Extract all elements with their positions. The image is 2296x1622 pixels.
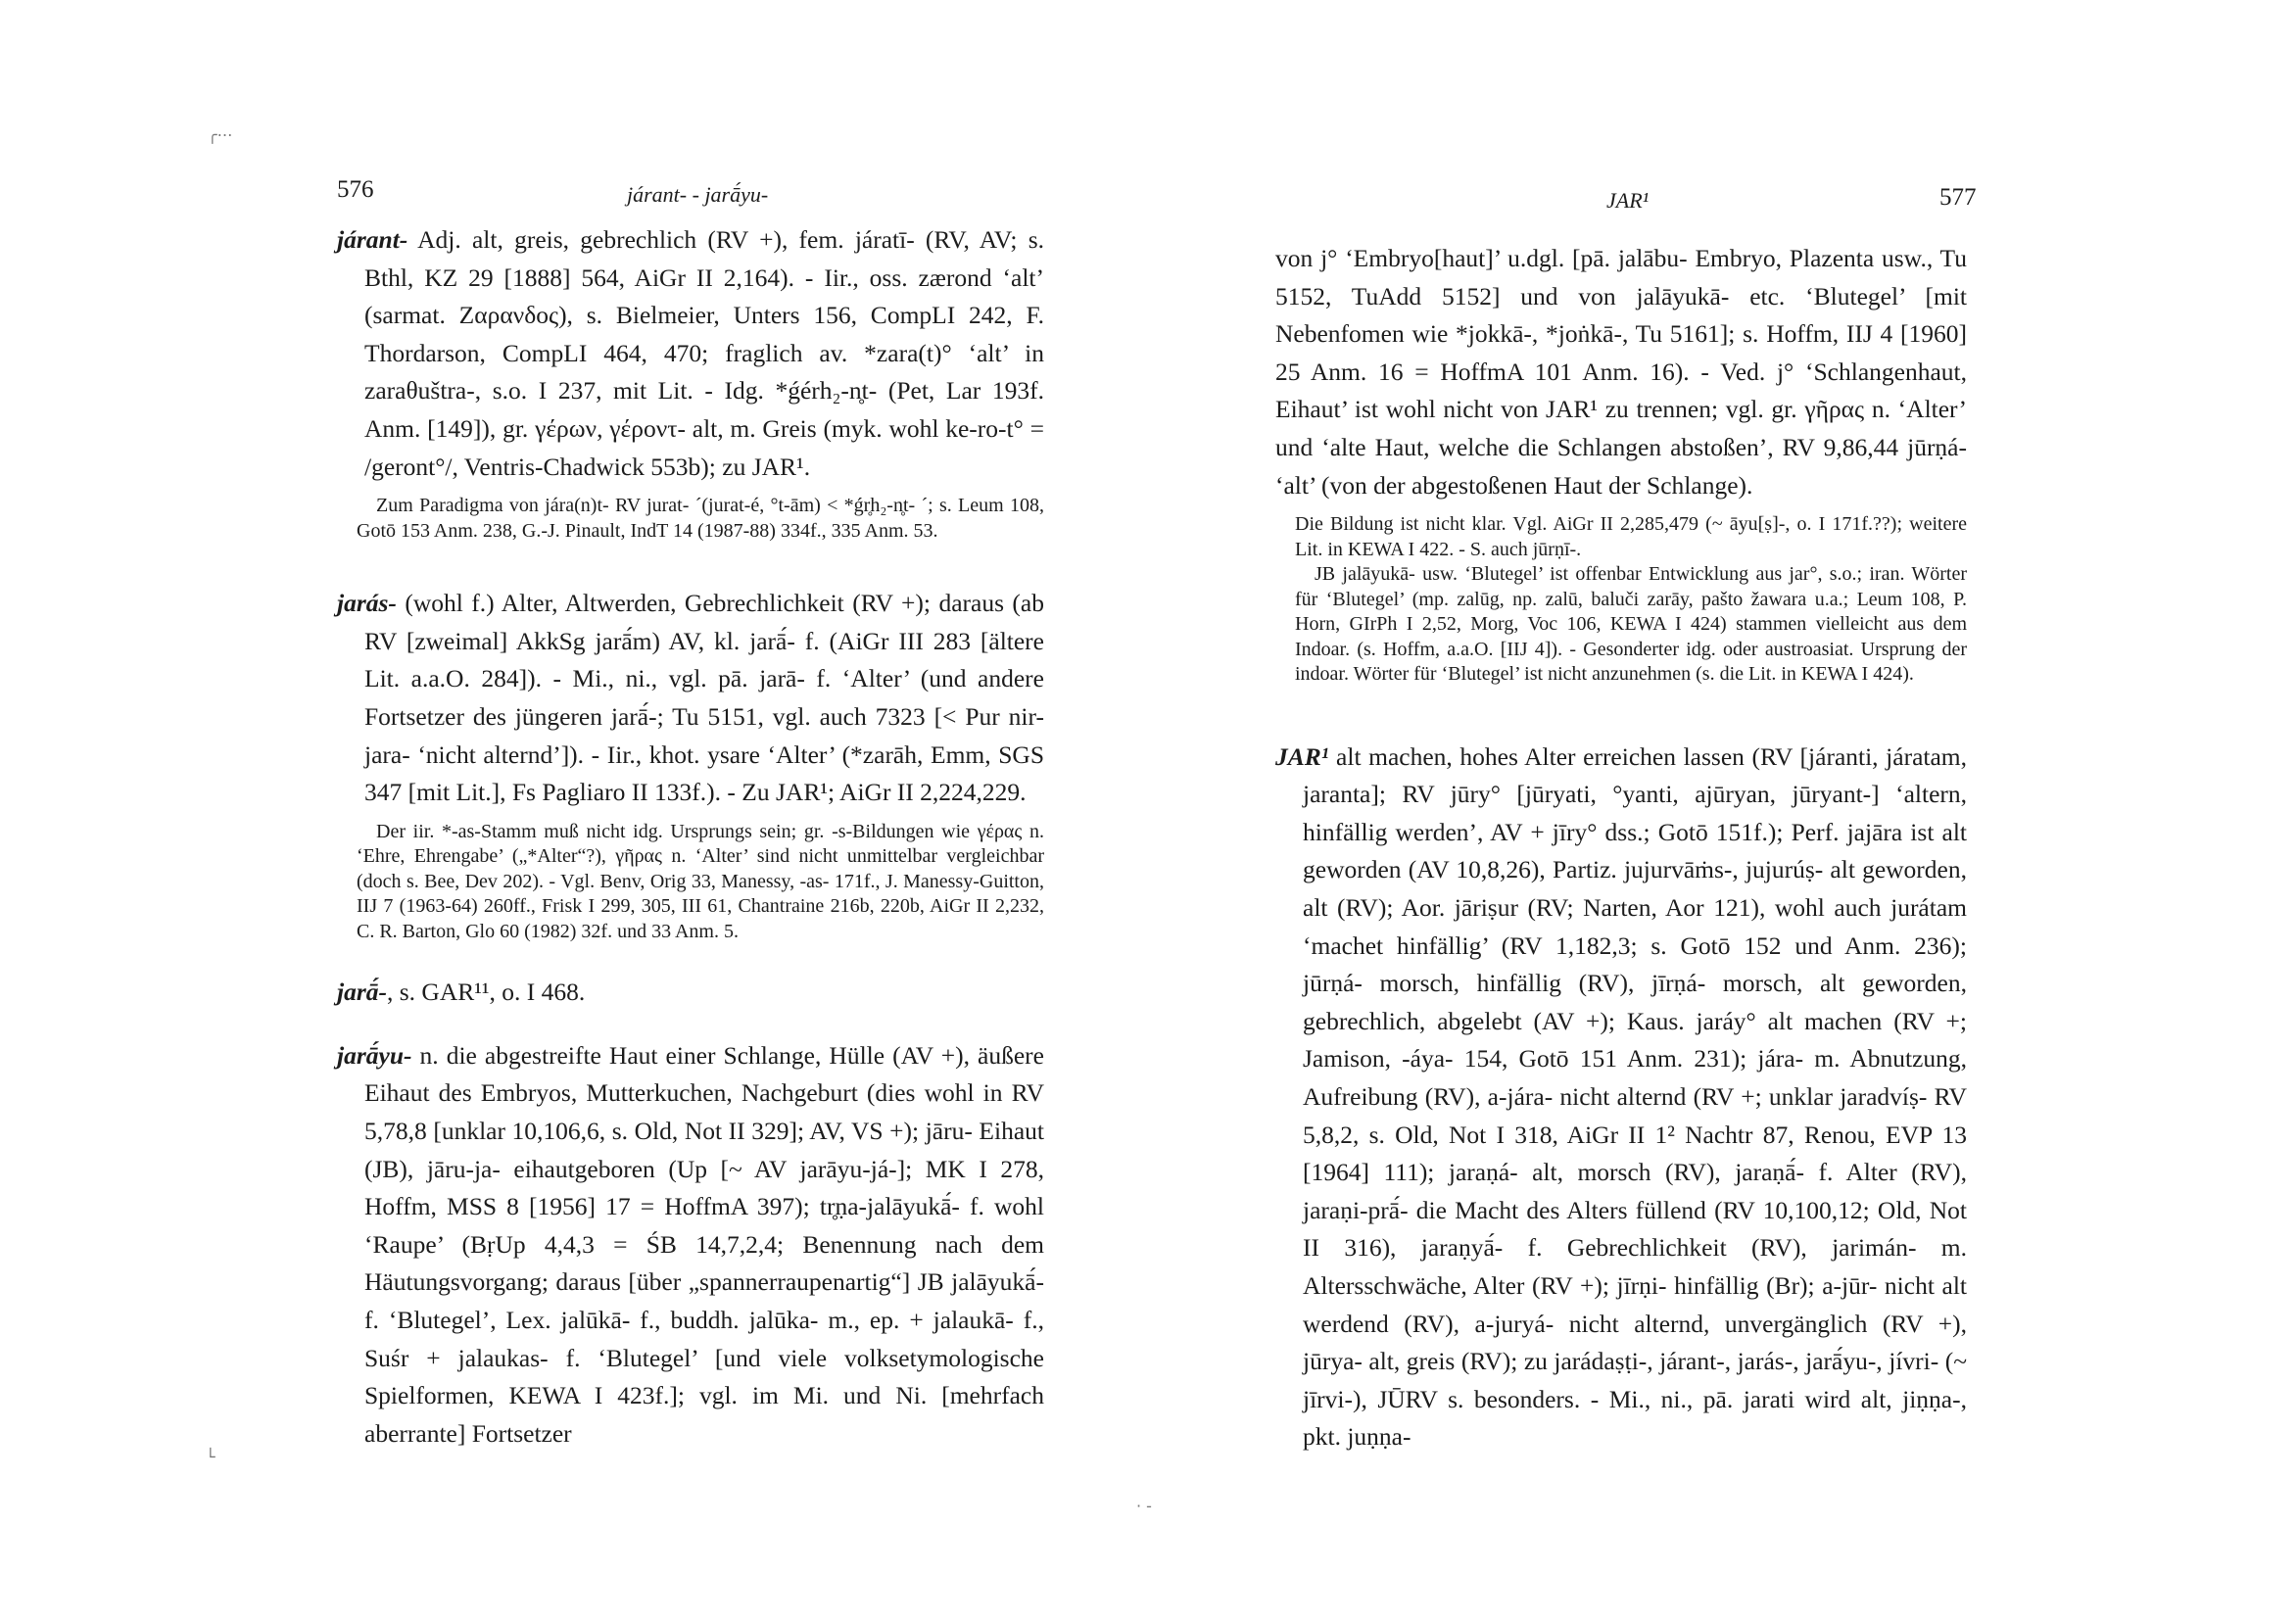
note-text: Zum Paradigma von jára(n)t- RV jurat- ´(jurat-é, °t-ām) < *ǵr̥h₂-n̥t- ´; s. Leum 108, Gotō 153 Anm. 238, G.-J. Pinault, IndT 14 (1987-88) 334f., 335 Anm. 53. [357, 495, 1044, 542]
note-text: Der iir. *-as-Stamm muß nicht idg. Ursprungs sein; gr. -s-Bildungen wie γέρας n. ‘Ehre, Ehrengabe’ („*Alter“?), γῆρας n. ‘Alter’ sind nicht unmittelbar vergleichbar (doch s. Bee, Dev 202). - Vgl. Benv, Orig 33, Manessy, -as- 171f., J. Manessy-Guitton, IIJ 7 (1963-64) 260ff., Frisk I 299, 305, III 61, Chantraine 216b, 220b, AiGr II 2,232, C. R. Barton, Glo 60 (1982) 32f. und 33 Anm. 5. [357, 820, 1044, 942]
page-number: 576 [337, 176, 374, 203]
entry-text: Adj. alt, greis, gebrechlich (RV +), fem. járatī- (RV, AV; s. Bthl, KZ 29 [1888] 564, AiGr II 2,164). - Iir., oss. zærond ‘alt’ (sarmat. Ζαρανδος), s. Bielmeier, Unters 156, CompLI 242, F. Thordarson, CompLI 464, 470; fraglich av. *zara(t)° ‘alt’ in zaraθuštra-, s.o. I 237, mit Lit. - Idg. *ǵérh₂-n̥t- (Pet, Lar 193f. Anm. [149]), gr. γέρων, γέροντ- alt, m. Greis (myk. wohl ke-ro-t° = /geront°/, Ventris-Chadwick 553b); zu JAR¹. [364, 225, 1044, 481]
left-column [337, 221, 1044, 1453]
headword: jarás- [337, 589, 397, 618]
headword: jarā́yu- [337, 1040, 412, 1070]
dictionary-entry [1275, 739, 1967, 1456]
footnote [337, 820, 1044, 945]
running-head: járant- - jarā́yu- [627, 182, 769, 207]
dictionary-entry [337, 221, 1044, 486]
entry-continuation: von j° ‘Embryo[haut]’ u.dgl. [pā. jalābu- Embryo, Plazenta usw., Tu 5152, TuAdd 5152] und von jalāyukā- etc. ‘Blutegel’ [mit Nebenfomen wie *jokkā-, *joṅkā-, Tu 5161]; s. Hoffm, IIJ 4 [1960] 25 Anm. 16 = HoffmA 101 Anm. 16). - Ved. j° ‘Schlangenhaut, Eihaut’ ist wohl nicht von JAR¹ zu trennen; vgl. gr. γῆρας n. ‘Alter’ und ‘alte Haut, welche die Schlangen abstoßen’, RV 9,86,44 jūrṇá- ‘alt’ (von der abgestoßenen Haut der Schlange). [1275, 244, 1967, 500]
scan-mark: └ [206, 1448, 215, 1466]
entry-text: (wohl f.) Alter, Altwerden, Gebrechlichkeit (RV +); daraus (ab RV [zweimal] AkkSg jarā́m) AV, kl. jarā́- f. (AiGr III 283 [ältere Lit. a.a.O. 284]). - Mi., ni., vgl. pā. jarā- f. ‘Alter’ (und andere Fortsetzer des jüngeren jarā́-; Tu 5151, vgl. auch 7323 [< Pur nir-jara- ‘nicht alternd’]). - Iir., khot. ysare ‘Alter’ (*zarāh, Emm, SGS 347 [mit Lit.], Fs Pagliaro II 133f.). - Zu JAR¹; AiGr II 2,224,229. [364, 589, 1044, 807]
entry-text: , s. GAR¹¹, o. I 468. [387, 978, 586, 1007]
footnote [1275, 512, 1967, 688]
right-page [1148, 0, 2296, 1622]
scan-mark: ╭⋯ [208, 125, 233, 144]
headword: jarā́- [337, 978, 387, 1007]
scan-mark: · - [1136, 1497, 1152, 1515]
entry-text: alt machen, hohes Alter erreichen lassen (RV [járanti, járatam, jaranta]; RV jūry° [jūryati, °yanti, ajūryan, jūryant-] ‘altern, hinfällig werden’, AV + jīry° dss.; Gotō 151f.); Perf. jajāra ist alt geworden (AV 10,8,26), Partiz. jujurvāṁs-, jujurúṣ- alt geworden, alt (RV); Aor. jāriṣur (RV; Narten, Aor 121), wohl auch jurátam ‘machet hinfällig’ (RV 1,182,3; s. Gotō 152 und Anm. 236); jūrṇá- morsch, hinfällig (RV), jīrṇá- morsch, alt geworden, gebrechlich, abgelebt (AV +); Kaus. jaráy° alt machen (RV +; Jamison, -áya- 154, Gotō 151 Anm. 231); jára- m. Abnutzung, Aufreibung (RV), a-jára- nicht alternd (RV +; unklar jaradvíṣ- RV 5,8,2, s. Old, Not I 318, AiGr II 1² Nachtr 87, Renou, EVP 13 [1964] 111); jaraṇá- alt, morsch (RV), jaraṇā́- f. Alter (RV), jaraṇi-prā́- die Macht des Alters füllend (RV 10,100,12; Old, Not II 316), jaraṇyā́- f. Gebrechlichkeit (RV), jarimán- m. Altersschwäche, Alter (RV +); jīrṇi- hinfällig (Br); a-jūr- nicht alt werdend (RV), a-juryá- nicht alternd, unvergänglich (RV +), jūrya- alt, greis (RV); zu jarádaṣṭi-, járant-, jarás-, jarā́yu-, jívri- (~ jīrvi-), JŪRV s. besonders. - Mi., ni., pā. jarati wird alt, jiṇṇa-, pkt. juṇṇa- [1303, 741, 1967, 1452]
entry-text: n. die abgestreifte Haut einer Schlange, Hülle (AV +), äußere Eihaut des Embryos, Mutterkuchen, Nachgeburt (dies wohl in RV 5,78,8 [unklar 10,106,6, s. Old, Not II 329]; AV, VS +); jāru- Eihaut (JB), jāru-ja- eihautgeboren (Up [~ AV jarāyu-já-]; MK I 278, Hoffm, MSS 8 [1956] 17 = HoffmA 397); tr̥ṇa-jalāyukā́- f. wohl ‘Raupe’ (BṛUp 4,4,3 = ŚB 14,7,2,4; Benennung nach dem Häutungsvorgang; daraus [über „spannerraupenartig“] JB jalāyukā́- f. ‘Blutegel’, Lex. jalūkā- f., buddh. jalūka- m., ep. + jalaukā- f., Suśr + jalaukas- f. ‘Blutegel’ [und viele volksetymologische Spielformen, KEWA I 423f.]; vgl. im Mi. und Ni. [mehrfach aberrante] Fortsetzer [364, 1040, 1044, 1448]
right-column [1275, 240, 1967, 1456]
note-text: JB jalāyukā- usw. ‘Blutegel’ ist offenbar Entwicklung aus jar°, s.o.; iran. Wörter für ‘Blutegel’ (mp. zalūg, np. zalū, baluči zarāy, pašto žawara u.a.; Leum 108, P. Horn, GIrPh I 2,52, Morg, Voc 106, KEWA I 424) stammen vielleicht aus dem Indoar. (s. Hoffm, a.a.O. [IIJ 4]). - Gesonderter idg. oder austroasiat. Ursprung der indoar. Wörter für ‘Blutegel’ ist nicht anzunehmen (s. die Lit. in KEWA I 424). [1295, 563, 1967, 686]
dictionary-entry [337, 585, 1044, 812]
dictionary-entry [337, 974, 1044, 1012]
dictionary-entry [337, 1037, 1044, 1454]
note-text: Die Bildung ist nicht klar. Vgl. AiGr II 2,285,479 (~ āyu[ṣ]-, o. I 171f.??); weitere Lit. in KEWA I 422. - S. auch jūrṇī-. [1295, 513, 1967, 560]
page-number: 577 [1939, 184, 1977, 211]
headword: járant- [337, 225, 408, 254]
footnote [337, 494, 1044, 544]
headword: JAR¹ [1275, 741, 1329, 771]
running-head: JAR¹ [1606, 188, 1650, 213]
